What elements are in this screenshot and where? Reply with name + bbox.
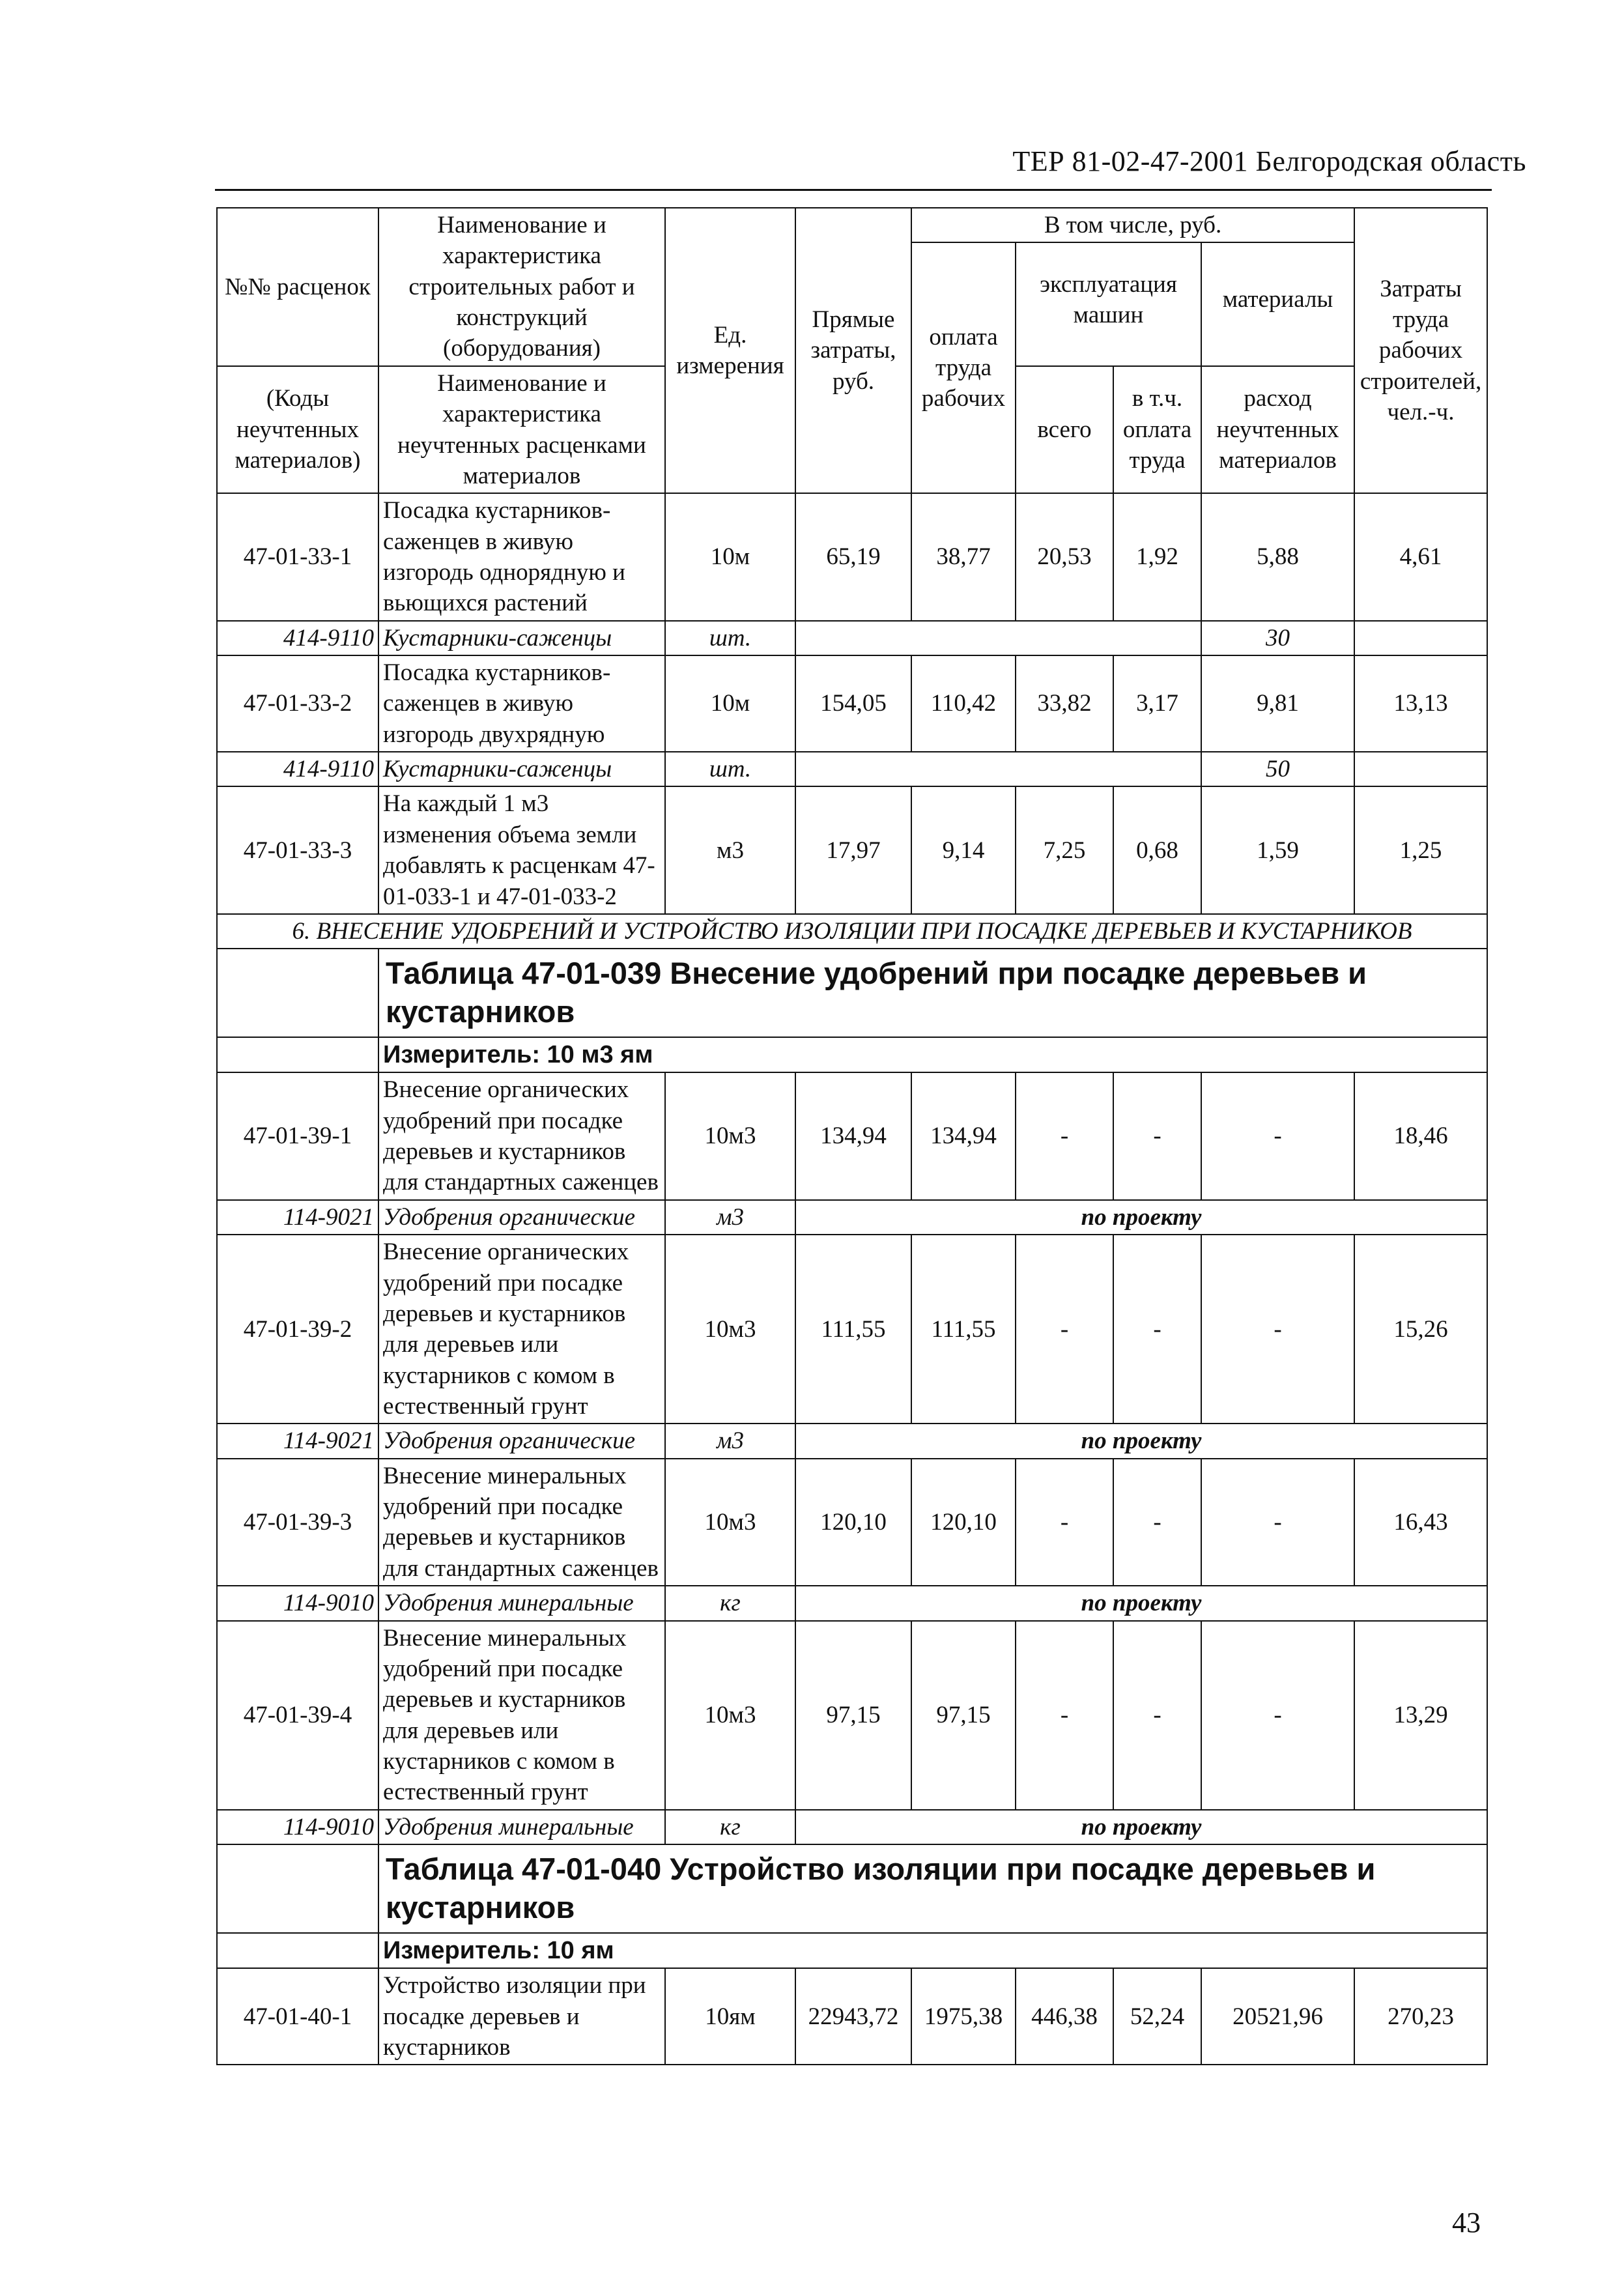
col-materials-header: материалы	[1201, 242, 1354, 356]
table-40-title: Таблица 47-01-040 Устройство изоляции при посадке деревьев и кустарников	[378, 1844, 1487, 1933]
section-title: 6. ВНЕСЕНИЕ УДОБРЕНИЙ И УСТРОЙСТВО ИЗОЛЯЦИИ ПРИ ПОСАДКЕ ДЕРЕВЬЕВ И КУСТАРНИКОВ	[217, 914, 1487, 949]
material-row: 414-9110 Кустарники-саженцы шт. 30	[217, 621, 1487, 655]
col-mach-total-header: всего	[1016, 366, 1113, 493]
table-39-measure: Измеритель: 10 м3 ям	[378, 1037, 1487, 1073]
material-row: 114-9021 Удобрения органические м3 по проекту	[217, 1200, 1487, 1235]
col-mat-usage-header: расход неучтенных материалов	[1201, 366, 1354, 493]
material-row: 114-9021 Удобрения органические м3 по проекту	[217, 1424, 1487, 1458]
table-row: 47-01-39-3 Внесение минеральных удобрений при посадке деревьев и кустарников для стандартных саженцев 10м3 120,10 120,10 - - - 16,43	[217, 1459, 1487, 1586]
table-title-row	[217, 949, 1487, 1037]
table-40-measure: Измеритель: 10 ям	[378, 1933, 1487, 1969]
page-number: 43	[1452, 2207, 1481, 2239]
col-mach-labor-header: в т.ч. оплата труда	[1113, 366, 1201, 493]
col-hours-header: Затраты труда рабочих строителей, чел.-ч.	[1354, 208, 1487, 493]
document-header: ТЕР 81-02-47-2001 Белгородская область	[1012, 145, 1526, 177]
header-rule	[215, 189, 1492, 191]
table-title-row	[217, 1844, 1487, 1933]
col-codes-header: (Коды неучтенных материалов)	[217, 366, 378, 493]
col-incl-header: В том числе, руб.	[911, 208, 1354, 242]
table-row: 47-01-33-1 Посадка кустарников-саженцев в живую изгородь однорядную и вьющихся растений 10м 65,19 38,77 20,53 1,92 5,88 4,61	[217, 493, 1487, 620]
materials-spacer	[1201, 356, 1354, 366]
material-row: 114-9010 Удобрения минеральные кг по проекту	[217, 1810, 1487, 1844]
machines-spacer	[1016, 356, 1201, 366]
col-num-header: №№ расценок	[217, 208, 378, 366]
section-title-row	[217, 914, 1487, 949]
table-row: 47-01-33-3 На каждый 1 м3 изменения объема земли добавлять к расценкам 47-01-033-1 и 47-01-033-2 м3 17,97 9,14 7,25 0,68 1,59 1,25	[217, 786, 1487, 913]
table-row: 47-01-33-2 Посадка кустарников-саженцев в живую изгородь двухрядную 10м 154,05 110,42 33,82 3,17 9,81 13,13	[217, 655, 1487, 752]
table-39-title: Таблица 47-01-039 Внесение удобрений при посадке деревьев и кустарников	[378, 949, 1487, 1037]
table-row: 47-01-40-1 Устройство изоляции при посадке деревьев и кустарников 10ям 22943,72 1975,38 446,38 52,24 20521,96 270,23	[217, 1968, 1487, 2065]
col-direct-header: Прямые затраты, руб.	[795, 208, 911, 493]
material-row: 114-9010 Удобрения минеральные кг по проекту	[217, 1586, 1487, 1620]
col-name-header: Наименование и характеристика строительных работ и конструкций (оборудования)	[378, 208, 665, 366]
col-name2-header: Наименование и характеристика неучтенных расценками материалов	[378, 366, 665, 493]
col-unit-header: Ед. измерения	[665, 208, 795, 493]
measure-row	[217, 1933, 1487, 1969]
measure-row	[217, 1037, 1487, 1073]
material-row: 414-9110 Кустарники-саженцы шт. 50	[217, 752, 1487, 786]
table-row: 47-01-39-1 Внесение органических удобрений при посадке деревьев и кустарников для стандартных саженцев 10м3 134,94 134,94 - - - 18,46	[217, 1072, 1487, 1199]
rates-table	[216, 207, 1488, 2065]
table-row: 47-01-39-2 Внесение органических удобрений при посадке деревьев и кустарников для деревьев или кустарников с комом в естественный грунт 10м3 111,55 111,55 - - - 15,26	[217, 1235, 1487, 1424]
table-header-row-1	[217, 208, 1487, 242]
col-labor-header: оплата труда рабочих	[911, 242, 1016, 493]
table-row: 47-01-39-4 Внесение минеральных удобрений при посадке деревьев и кустарников для деревьев или кустарников с комом в естественный грунт 10м3 97,15 97,15 - - - 13,29	[217, 1621, 1487, 1810]
col-machines-header: эксплуатация машин	[1016, 242, 1201, 356]
